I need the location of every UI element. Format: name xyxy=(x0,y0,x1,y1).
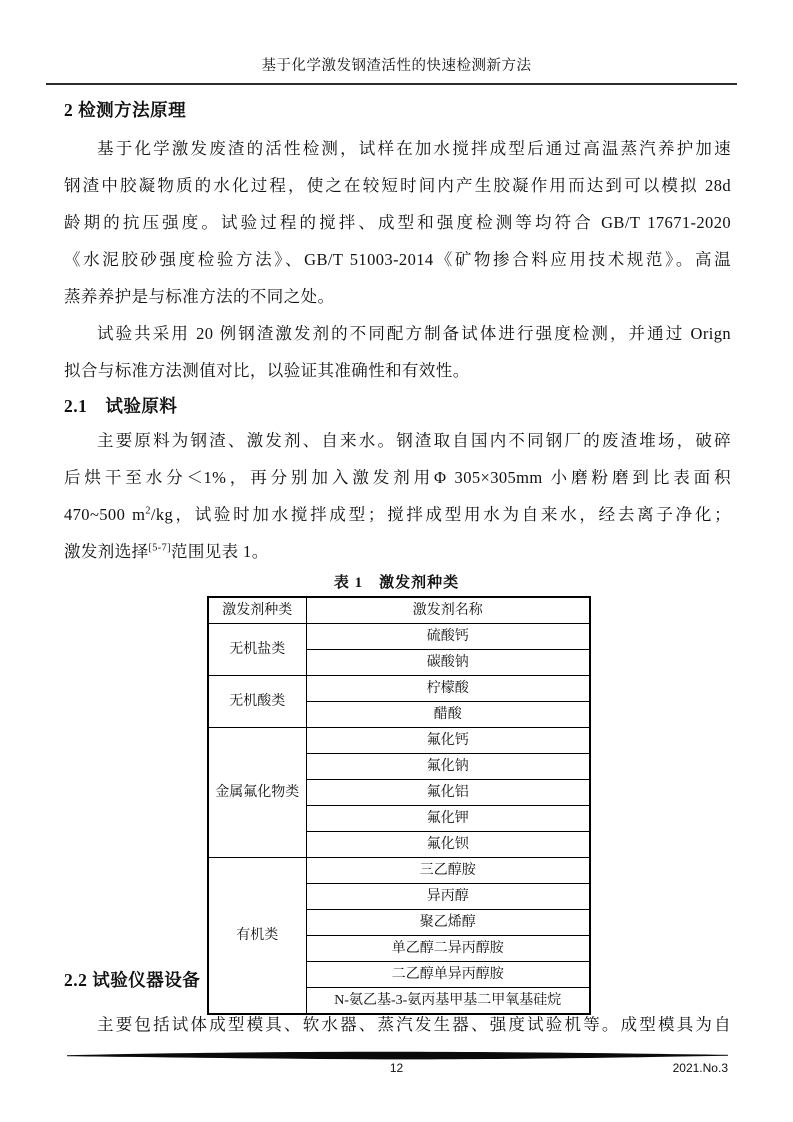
table-cell-name: 氟化铝 xyxy=(306,780,590,806)
running-title: 基于化学激发钢渣活性的快速检测新方法 xyxy=(261,58,532,74)
table-cell-name: 异丙醇 xyxy=(306,884,590,910)
section-heading-2: 2 检测方法原理 xyxy=(64,100,187,120)
paragraph-equipment xyxy=(64,1006,731,1043)
table-cell-name: 氟化钠 xyxy=(306,754,590,780)
text-line: 《水泥胶砂强度检验方法》、GB/T 51003-2014《矿物掺合料应用技术规范》。高温 xyxy=(64,250,731,269)
text-line: 拟合与标准方法测值对比，以验证其准确性和有效性。 xyxy=(64,361,470,380)
issue-label: 2021.No.3 xyxy=(672,1061,728,1075)
table-cell-category: 金属氟化物类 xyxy=(208,728,306,858)
text-line: 试验共采用 20 例钢渣激发剂的不同配方制备试体进行强度检测，并通过 Orign xyxy=(97,324,731,343)
paragraph-materials xyxy=(64,422,731,570)
text-line: 主要原料为钢渣、激发剂、自来水。钢渣取自国内不同钢厂的废渣堆场，破碎 xyxy=(97,431,731,450)
paragraph-principle-2 xyxy=(64,315,731,389)
table-cell-name: 柠檬酸 xyxy=(306,676,590,702)
text-line: 主要包括试体成型模具、软水器、蒸汽发生器、强度试验机等。成型模具为自 xyxy=(97,1015,731,1034)
paragraph-principle-1 xyxy=(64,130,731,315)
text-line: 蒸养养护是与标准方法的不同之处。 xyxy=(64,287,335,306)
table-cell-name: 碳酸钠 xyxy=(306,650,590,676)
footer xyxy=(0,1060,793,1076)
activator-table xyxy=(207,596,591,1015)
table-row xyxy=(208,728,590,754)
text-line: 470~500 $m^2/kg$，试验时加水搅拌成型；搅拌成型用水为自来水，经去离子净化； xyxy=(64,505,731,524)
table-row xyxy=(208,624,590,650)
text-line: 钢渣中胶凝物质的水化过程，使之在较短时间内产生胶凝作用而达到可以模拟 28d xyxy=(64,176,731,195)
table-title: 表 1 激发剂种类 xyxy=(333,575,460,591)
table-cell-name: 聚乙烯醇 xyxy=(306,910,590,936)
text-line: 激发剂选择[5-7]范围见表 1。 xyxy=(64,542,269,561)
text-line: 后烘干至水分＜1%，再分别加入激发剂用Φ 305×305mm 小磨粉磨到比表面积 xyxy=(64,468,731,487)
table-cell-category: 无机酸类 xyxy=(208,676,306,728)
table-cell-name: 醋酸 xyxy=(306,702,590,728)
table-cell-name: 硫酸钙 xyxy=(306,624,590,650)
table-cell-name: 氟化钡 xyxy=(306,832,590,858)
table-cell-name: 二乙醇单异丙醇胺 xyxy=(306,962,590,988)
table-cell-name: 氟化钾 xyxy=(306,806,590,832)
section-heading-2-1: 2.1 试验原料 xyxy=(64,396,178,416)
table-header-cell: 激发剂种类 xyxy=(208,597,306,624)
table-cell-category: 有机类 xyxy=(208,858,306,1015)
table-cell-name: 三乙醇胺 xyxy=(306,858,590,884)
table-cell-name: 氟化钙 xyxy=(306,728,590,754)
table-cell-name: N-氨乙基-3-氨丙基甲基二甲氧基硅烷 xyxy=(306,988,590,1015)
text-line: 龄期的抗压强度。试验过程的搅拌、成型和强度检测等均符合 GB/T 17671-2020 xyxy=(64,213,731,232)
table-row xyxy=(208,676,590,702)
text-line: 基于化学激发废渣的活性检测，试样在加水搅拌成型后通过高温蒸汽养护加速 xyxy=(97,139,731,158)
table-header-cell: 激发剂名称 xyxy=(306,597,590,624)
header-rule xyxy=(46,83,737,85)
section-heading-2-2: 2.2 试验仪器设备 xyxy=(64,970,201,990)
page-number: 12 xyxy=(389,1061,404,1075)
table-row xyxy=(208,858,590,884)
table-cell-name: 单乙醇二异丙醇胺 xyxy=(306,936,590,962)
table-cell-category: 无机盐类 xyxy=(208,624,306,676)
footer-rule xyxy=(67,1051,728,1060)
